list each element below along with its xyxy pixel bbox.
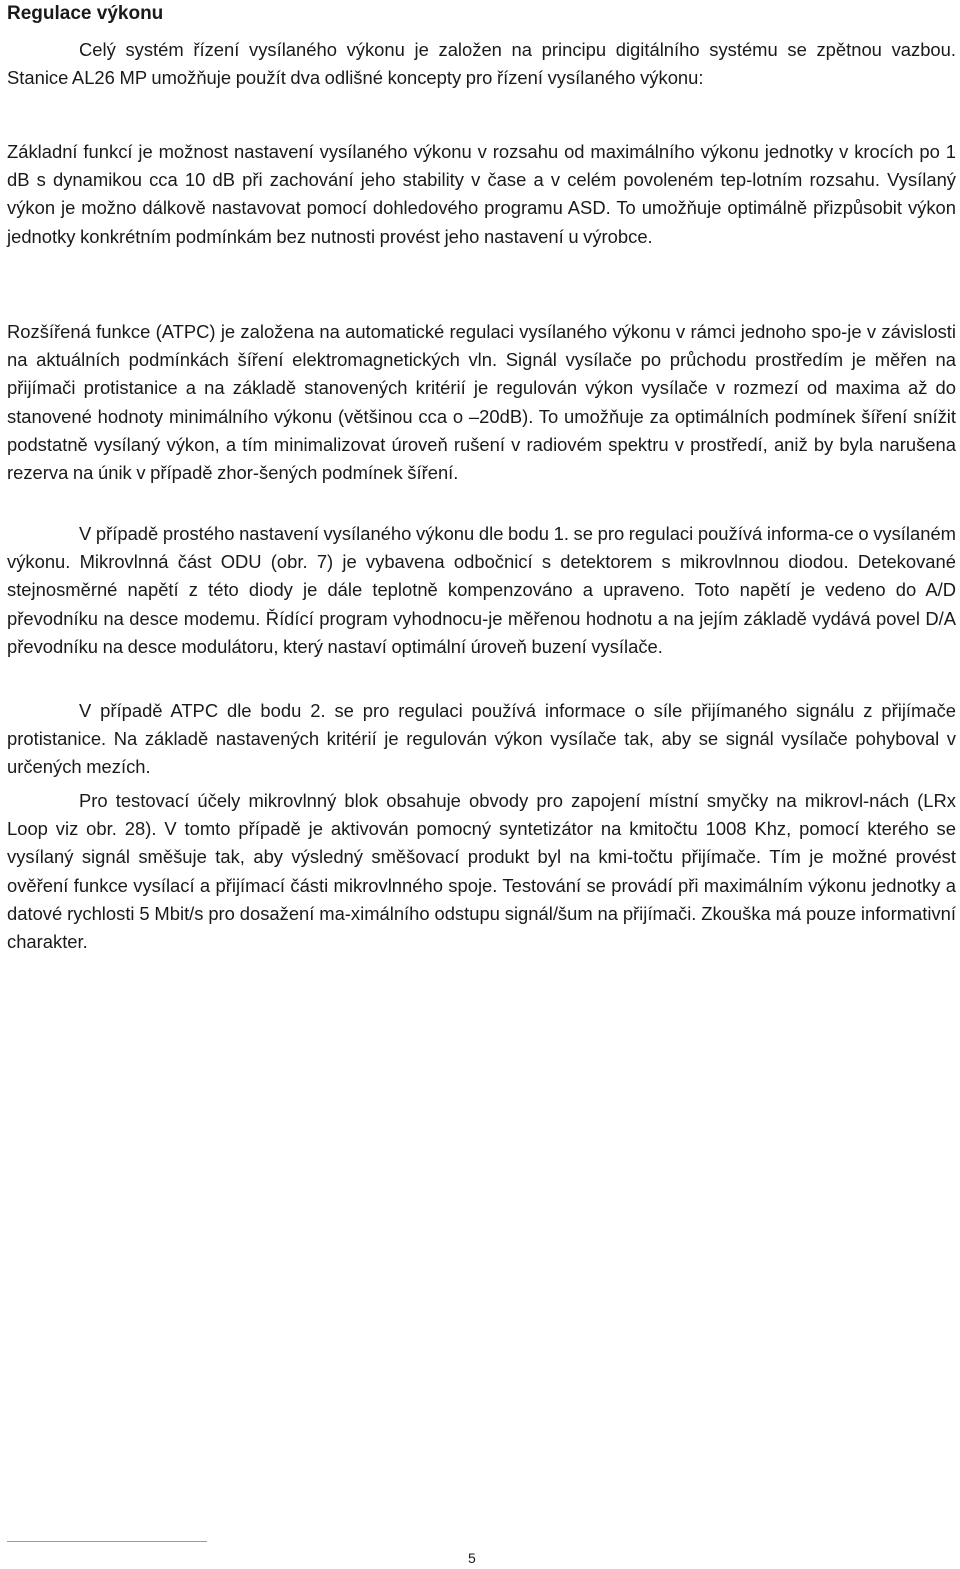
section-heading: Regulace výkonu: [7, 3, 164, 24]
paragraph-atpc-case: V případě ATPC dle bodu 2. se pro regulaci používá informace o síle přijímaného signálu z přijímače protistanice. Na základě nastavených kritérií je regulován výkon vysílače tak, aby se signál vysílače pohyboval v určených mezích.: [7, 700, 956, 778]
paragraph-extended-function-atpc: Rozšířená funkce (ATPC) je založena na automatické regulaci vysílaného výkonu v rámci jednoho spo-je v závislosti na aktuálních podmínkách šíření elektromagnetických vln. Signál vysílače po průchodu prostředím je měřen na přijímači protistanice a na základě stanovených kritérií je regulován výkon vysílače v rozmezí od maxima až do stanovené hodnoty minimálního výkonu (většinou cca o –20dB). To umožňuje za optimálních podmínek šíření snížit podstatně vysílaný výkon, a tím minimalizovat úroveň rušení v radiovém spektru v prostředí, aniž by byla narušena rezerva na únik v případě zhor-šených podmínek šíření.: [7, 321, 956, 484]
paragraph-test-loop: Pro testovací účely mikrovlnný blok obsahuje obvody pro zapojení místní smyčky na mikrovl-nách (LRx Loop viz obr. 28). V tomto případě je aktivován pomocný syntetizátor na kmitočtu 1008 Khz, pomocí kterého se vysílaný signál směšuje tak, aby výsledný směšovací produkt byl na kmi-točtu přijímače. Tím je možné provést ověření funkce vysílací a přijímací části mikrovlnného spoje. Testování se provádí při maximálním výkonu jednotky a datové rychlosti 5 Mbit/s pro dosažení ma-ximálního odstupu signál/šum na přijímači. Zkouška má pouze informativní charakter.: [7, 790, 956, 953]
page-number: 5: [468, 1550, 476, 1566]
paragraph-intro: Celý systém řízení vysílaného výkonu je založen na principu digitálního systému se zpětnou vazbou. Stanice AL26 MP umožňuje použít dva odlišné koncepty pro řízení vysílaného výkonu:: [7, 39, 956, 89]
paragraph-basic-function: Základní funkcí je možnost nastavení vysílaného výkonu v rozsahu od maximálního výkonu jednotky v krocích po 1 dB s dynamikou cca 10 dB při zachování jeho stability v čase a v celém povoleném tep-lotním rozsahu. Vysílaný výkon je možno dálkově nastavovat pomocí dohledového programu ASD. To umožňuje optimálně přizpůsobit výkon jednotky konkrétním podmínkám bez nutnosti provést jeho nastavení u výrobce.: [7, 141, 956, 247]
document-page: [7, 0, 956, 1569]
footer-divider: [7, 1541, 207, 1542]
paragraph-simple-setting: V případě prostého nastavení vysílaného výkonu dle bodu 1. se pro regulaci používá informa-ce o vysílaném výkonu. Mikrovlnná část ODU (obr. 7) je vybavena odbočnicí s detektorem s mikrovlnnou diodou. Detekované stejnosměrné napětí z této diody je dále teplotně kompenzováno a upraveno. Toto napětí je vedeno do A/D převodníku na desce modemu. Řídící program vyhodnocu-je měřenou hodnotu a na jejím základě vydává povel D/A převodníku na desce modulátoru, který nastaví optimální úroveň buzení vysílače.: [7, 523, 956, 657]
